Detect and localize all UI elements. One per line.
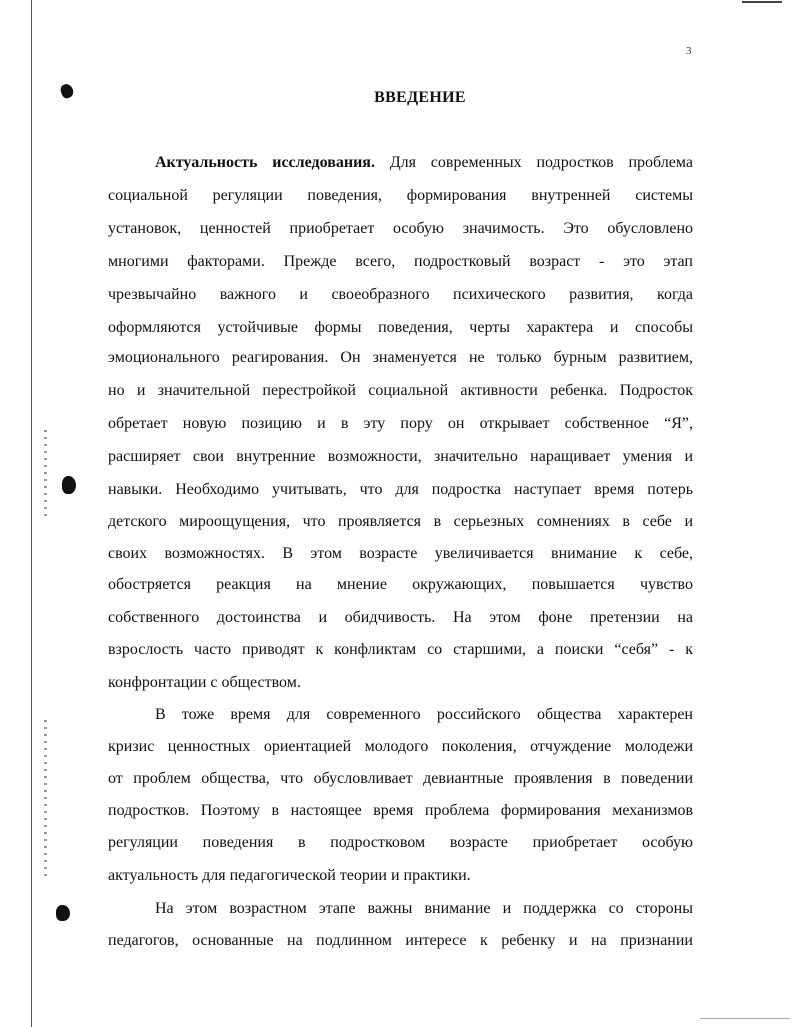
text-line: многими факторами. Прежде всего, подростковый возраст - это этап xyxy=(108,253,693,270)
text-line xyxy=(155,153,693,173)
scan-top-mark xyxy=(742,1,782,3)
scan-smudge-bottom xyxy=(56,905,70,921)
text-line: конфронтации с обществом. xyxy=(108,674,301,691)
text-line: собственного достоинства и обидчивость. На этом фоне претензии на xyxy=(108,609,693,626)
text-line: чрезвычайно важного и своеобразного психического развития, когда xyxy=(108,286,693,303)
text-line: от проблем общества, что обусловливает девиантные проявления в поведении xyxy=(108,770,693,787)
text-line: расширяет свои внутренние возможности, значительно наращивает умения и xyxy=(108,448,693,465)
scan-left-edge xyxy=(31,0,32,1027)
scan-smudge-middle xyxy=(62,476,76,494)
text-line: актуальность для педагогической теории и практики. xyxy=(108,867,471,884)
text-line: детского мироощущения, что проявляется в серьезных сомнениях в себе и xyxy=(108,513,693,530)
text-line: эмоционального реагирования. Он знаменуется не только бурным развитием, xyxy=(108,349,693,366)
text-line: На этом возрастном этапе важны внимание и поддержка со стороны xyxy=(155,900,693,917)
scan-bottom-mark xyxy=(700,1018,790,1019)
text-line: В тоже время для современного российского общества характерен xyxy=(155,706,693,723)
scan-dots-lower xyxy=(44,720,47,880)
text-line: оформляются устойчивые формы поведения, черты характера и способы xyxy=(108,319,693,336)
text-line: кризис ценностных ориентацией молодого поколения, отчуждение молодежи xyxy=(108,738,693,755)
text-line: своих возможностях. В этом возрасте увеличивается внимание к себе, xyxy=(108,545,693,562)
text-line: регуляции поведения в подростковом возрасте приобретает особую xyxy=(108,834,693,851)
page-number: 3 xyxy=(686,45,692,57)
text-line: но и значительной перестройкой социальной активности ребенка. Подросток xyxy=(108,382,693,399)
text-line: взрослость часто приводят к конфликтам со старшими, а поиски “себя” - к xyxy=(108,641,693,658)
text-line-fragment: Для современных подростков проблема xyxy=(389,154,694,171)
text-line: установок, ценностей приобретает особую значимость. Это обусловлено xyxy=(108,220,693,237)
text-line: навыки. Необходимо учитывать, что для подростка наступает время потерь xyxy=(108,481,693,498)
page-title: ВВЕДЕНИЕ xyxy=(374,89,466,106)
text-line: обостряется реакция на мнение окружающих, повышается чувство xyxy=(108,576,693,593)
text-line: обретает новую позицию и в эту пору он открывает собственное “Я”, xyxy=(108,415,693,432)
text-line: педагогов, основанные на подлинном интересе к ребенку и на признании xyxy=(108,932,693,949)
text-line: социальной регуляции поведения, формирования внутренней системы xyxy=(108,187,693,204)
scan-dots-upper xyxy=(44,430,47,520)
section-label: Актуальность исследования. xyxy=(155,154,375,171)
text-line: подростков. Поэтому в настоящее время проблема формирования механизмов xyxy=(108,802,693,819)
